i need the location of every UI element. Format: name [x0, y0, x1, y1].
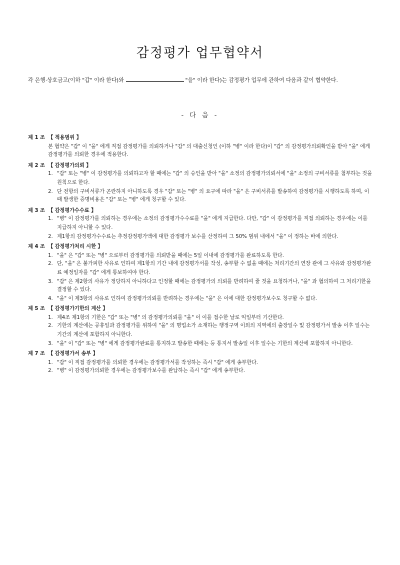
- article-body: 본 협약은 "갑" 이 "을" 에게 직접 감정평가를 의뢰하거나 "갑" 의 대출신청인 (이하 "병" 이라 한다)이 "갑" 의 감정평가의뢰확인을 받아 "을" 에게 감정평가를 의뢰한 경우에 적용한다.: [48, 143, 370, 159]
- item-number: 1.: [48, 171, 53, 178]
- item-text: 제4조 제1항의 기한은 "갑" 또는 "병" 의 감정평가의뢰를 "을" 이 이를 접수한 날로 익일부터 기산한다.: [57, 314, 284, 321]
- article-item: [28, 278, 374, 295]
- item-number: 2.: [48, 261, 53, 268]
- article-title: 【 감정평가의뢰 】: [48, 162, 92, 169]
- item-number: 2.: [48, 368, 53, 375]
- article: [28, 350, 374, 376]
- item-number: 3.: [48, 278, 53, 285]
- item-text: "을" 은 "갑" 또는 "병" 으로부터 감정평가를 의뢰받을 때에는 5일 이내에 감정평가를 완료하도록 한다.: [57, 252, 284, 259]
- article-number: 제 1 조: [28, 135, 45, 141]
- item-text: "을" 이 "갑" 또는 "병" 에게 감정평가완료를 통지하고 발송한 때에는 등 통지서 발송일 이후 일수는 기한의 계산에 포함하지 아니한다.: [57, 340, 353, 347]
- item-text: 단, "을" 은 불가피한 사유로 인하여 제1항의 기간 내에 감정평가서를 작성, 송부할 수 없을 때에는 처리기간의 연장 관에 그 사유와 감정평가완료 예정일자를 "갑" 에게 통보하여야 한다.: [57, 261, 372, 276]
- article-number: 제 3 조: [28, 207, 45, 214]
- article-number: 제 5 조: [28, 306, 45, 313]
- article-item: [28, 260, 374, 277]
- item-number: 2.: [48, 188, 53, 195]
- article: [28, 243, 374, 303]
- document-title: 감정평가 업무협약서: [136, 46, 264, 61]
- article-heading: [28, 134, 374, 143]
- item-number: 1.: [48, 359, 53, 366]
- item-text: "병" 이 감정평가를 의뢰하는 경우에는 소정의 감정평가수수료를 "을" 에게 지급한다. 다만, "갑" 이 감정평가를 직접 의뢰하는 경우에는 이를 지급하지 아니할 수 있다.: [57, 216, 368, 231]
- article-item: [28, 215, 374, 232]
- article-title: 【 감정평가기한의 계산 】: [48, 306, 108, 313]
- item-text: "병" 이 감정평가의뢰한 경우에는 감정평가보수를 완납하는 즉시 "갑" 에게 송부한다.: [57, 368, 245, 375]
- item-text: 기한의 계산에는 공휴일과 감정평가를 위하여 "을" 의 명업소가 소재하는 행정구역 이외의 지역에의 출장일수 및 감정평가서 발송 이후 일수는 기간의 계산에 포함하지 아니한다.: [57, 323, 370, 339]
- item-text: 제1항의 감정평가수수료는 추정감정평가액에 대한 감정평가 보수를 산정하여 그 50% 범위 내에서 "을" 이 정하는 바에 의한다.: [57, 233, 339, 240]
- item-text: "갑" 은 제2항의 사유가 정당하지 아니하다고 인정할 때에는 감정평가의 의뢰를 반려하여 줄 것을 요청하거나, "을" 과 협의하여 그 처리기한을 결정할 수 있다.: [57, 278, 372, 294]
- article-heading: [28, 305, 374, 314]
- item-number: 3.: [48, 340, 53, 347]
- article-item: [28, 295, 374, 304]
- article-title: 【 감정평가수수료 】: [48, 207, 97, 214]
- item-number: 1.: [48, 216, 53, 223]
- article: [28, 162, 374, 205]
- item-number: 1.: [48, 252, 53, 259]
- intro-text-start: 각 은행·상호금고(이하 "갑" 이라 한다)와: [28, 78, 124, 84]
- article-heading: [28, 243, 374, 252]
- article: [28, 305, 374, 348]
- item-text: "을" 이 제3항의 사유로 인하여 감정평가의뢰를 반려하는 경우에는 "을" 은 이에 대한 감정평가보수도 청구할 수 없다.: [57, 295, 317, 302]
- intro-paragraph: [28, 76, 374, 86]
- intro-text-end: "을" 이라 한다)는 감정평가 업무에 관하여 다음과 같이 협약한다.: [185, 78, 338, 84]
- article: [28, 207, 374, 241]
- article-title: 【 감정평가처리 시한 】: [48, 244, 103, 251]
- item-number: 1.: [48, 314, 53, 321]
- article-title: 【 적용범위 】: [48, 135, 82, 141]
- center-label: - 다 음 -: [181, 111, 219, 119]
- item-number: 2.: [48, 323, 53, 330]
- articles-list: [28, 134, 374, 378]
- article-number: 제 2 조: [28, 162, 45, 169]
- article-item: [28, 233, 374, 242]
- item-text: 단 전항의 구비서류가 곤란하지 아니하도록 경우 "갑" 또는 "병" 의 요구에 따라 "을" 은 구비서류를 발송하여 감정평가를 시행하도록 하며, 이때 발생한 증명비용은 "갑" 또는 "병" 에게 청구할 수 있다.: [57, 188, 370, 204]
- article-item: [28, 322, 374, 339]
- article-heading: [28, 162, 374, 171]
- article: [28, 134, 374, 160]
- article-number: 제 4 조: [28, 244, 45, 251]
- article-item: [28, 170, 374, 187]
- article-item: [28, 314, 374, 323]
- article-item: [28, 367, 374, 376]
- article-item: [28, 359, 374, 368]
- article-heading: [28, 350, 374, 359]
- item-text: "갑" 이 직접 감정평가를 의뢰한 경우에는 감정평가서를 작성하는 즉시 "갑" 에게 송부한다.: [57, 359, 259, 366]
- item-number: 4.: [48, 295, 53, 302]
- article-number: 제 7 조: [28, 351, 45, 358]
- article-item: [28, 252, 374, 261]
- article-item: [28, 340, 374, 349]
- article-heading: [28, 207, 374, 216]
- article-item: [28, 188, 374, 205]
- item-number: 2.: [48, 233, 53, 240]
- article-title: 【 감정평가서 송부 】: [48, 351, 98, 358]
- item-text: "갑" 또는 "병" 이 감정평가를 의뢰하고자 할 때에는 "갑" 의 승인을 받아 "을" 소정의 감정평가의뢰서에 "을" 소정의 구비서류를 첨부하는 것을 원칙으로 한다.: [57, 171, 372, 186]
- intro-blank-line: [126, 76, 184, 82]
